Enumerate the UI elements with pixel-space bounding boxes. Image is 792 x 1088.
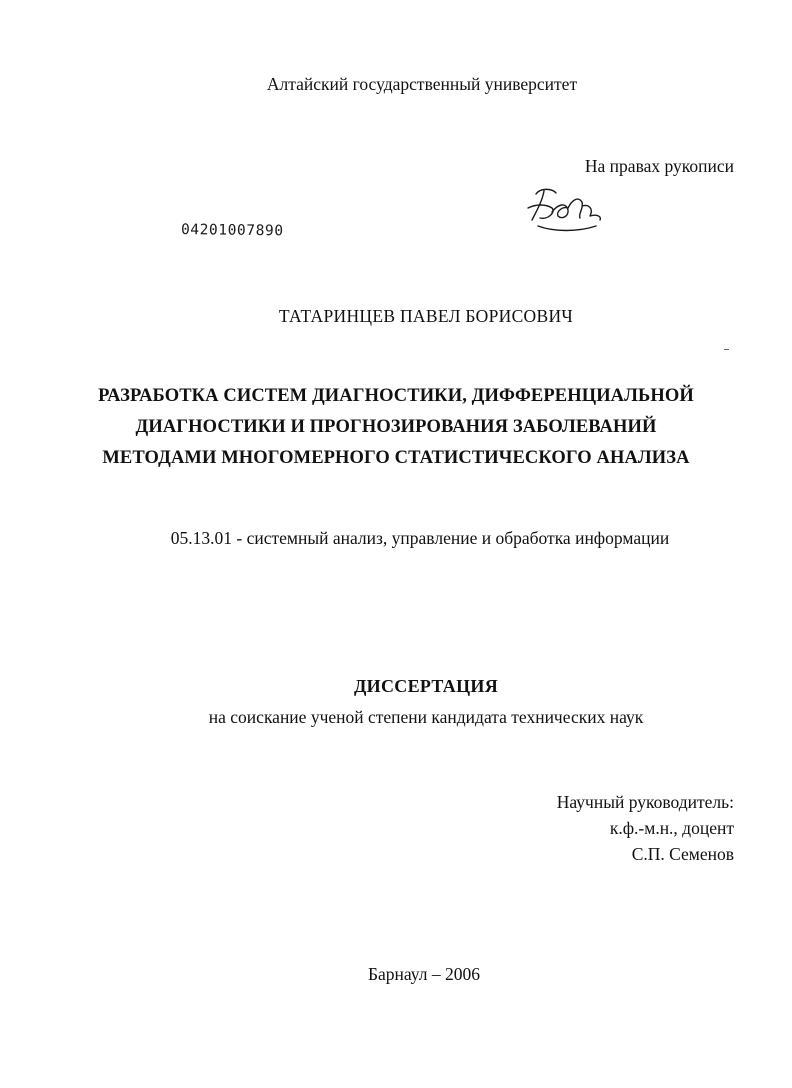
specialty-code: 05.13.01 - системный анализ, управление и обработка информации <box>170 528 670 548</box>
rights-notice: На правах рукописи <box>584 156 734 176</box>
degree-line: на соискание ученой степени кандидата технических наук <box>208 707 644 727</box>
scan-speck <box>724 349 729 350</box>
handwritten-signature <box>522 186 606 238</box>
supervisor-block <box>557 789 734 867</box>
title-line: РАЗРАБОТКА СИСТЕМ ДИАГНОСТИКИ, ДИФФЕРЕНЦИАЛЬНОЙ <box>98 386 694 406</box>
university-name: Алтайский государственный университет <box>266 74 578 94</box>
dissertation-title <box>0 381 792 474</box>
supervisor-label: Научный руководитель: <box>556 792 734 812</box>
title-line: ДИАГНОСТИКИ И ПРОГНОЗИРОВАНИЯ ЗАБОЛЕВАНИЙ <box>135 417 657 437</box>
title-line: МЕТОДАМИ МНОГОМЕРНОГО СТАТИСТИЧЕСКОГО АНАЛИЗА <box>102 448 690 468</box>
city-year: Барнаул – 2006 <box>367 964 481 984</box>
document-type-heading: ДИССЕРТАЦИЯ <box>353 676 498 696</box>
supervisor-name: С.П. Семенов <box>631 844 734 864</box>
registration-number: 04201007890 <box>180 222 284 240</box>
supervisor-degree: к.ф.-м.н., доцент <box>609 818 734 838</box>
author-name: ТАТАРИНЦЕВ ПАВЕЛ БОРИСОВИЧ <box>278 306 574 326</box>
